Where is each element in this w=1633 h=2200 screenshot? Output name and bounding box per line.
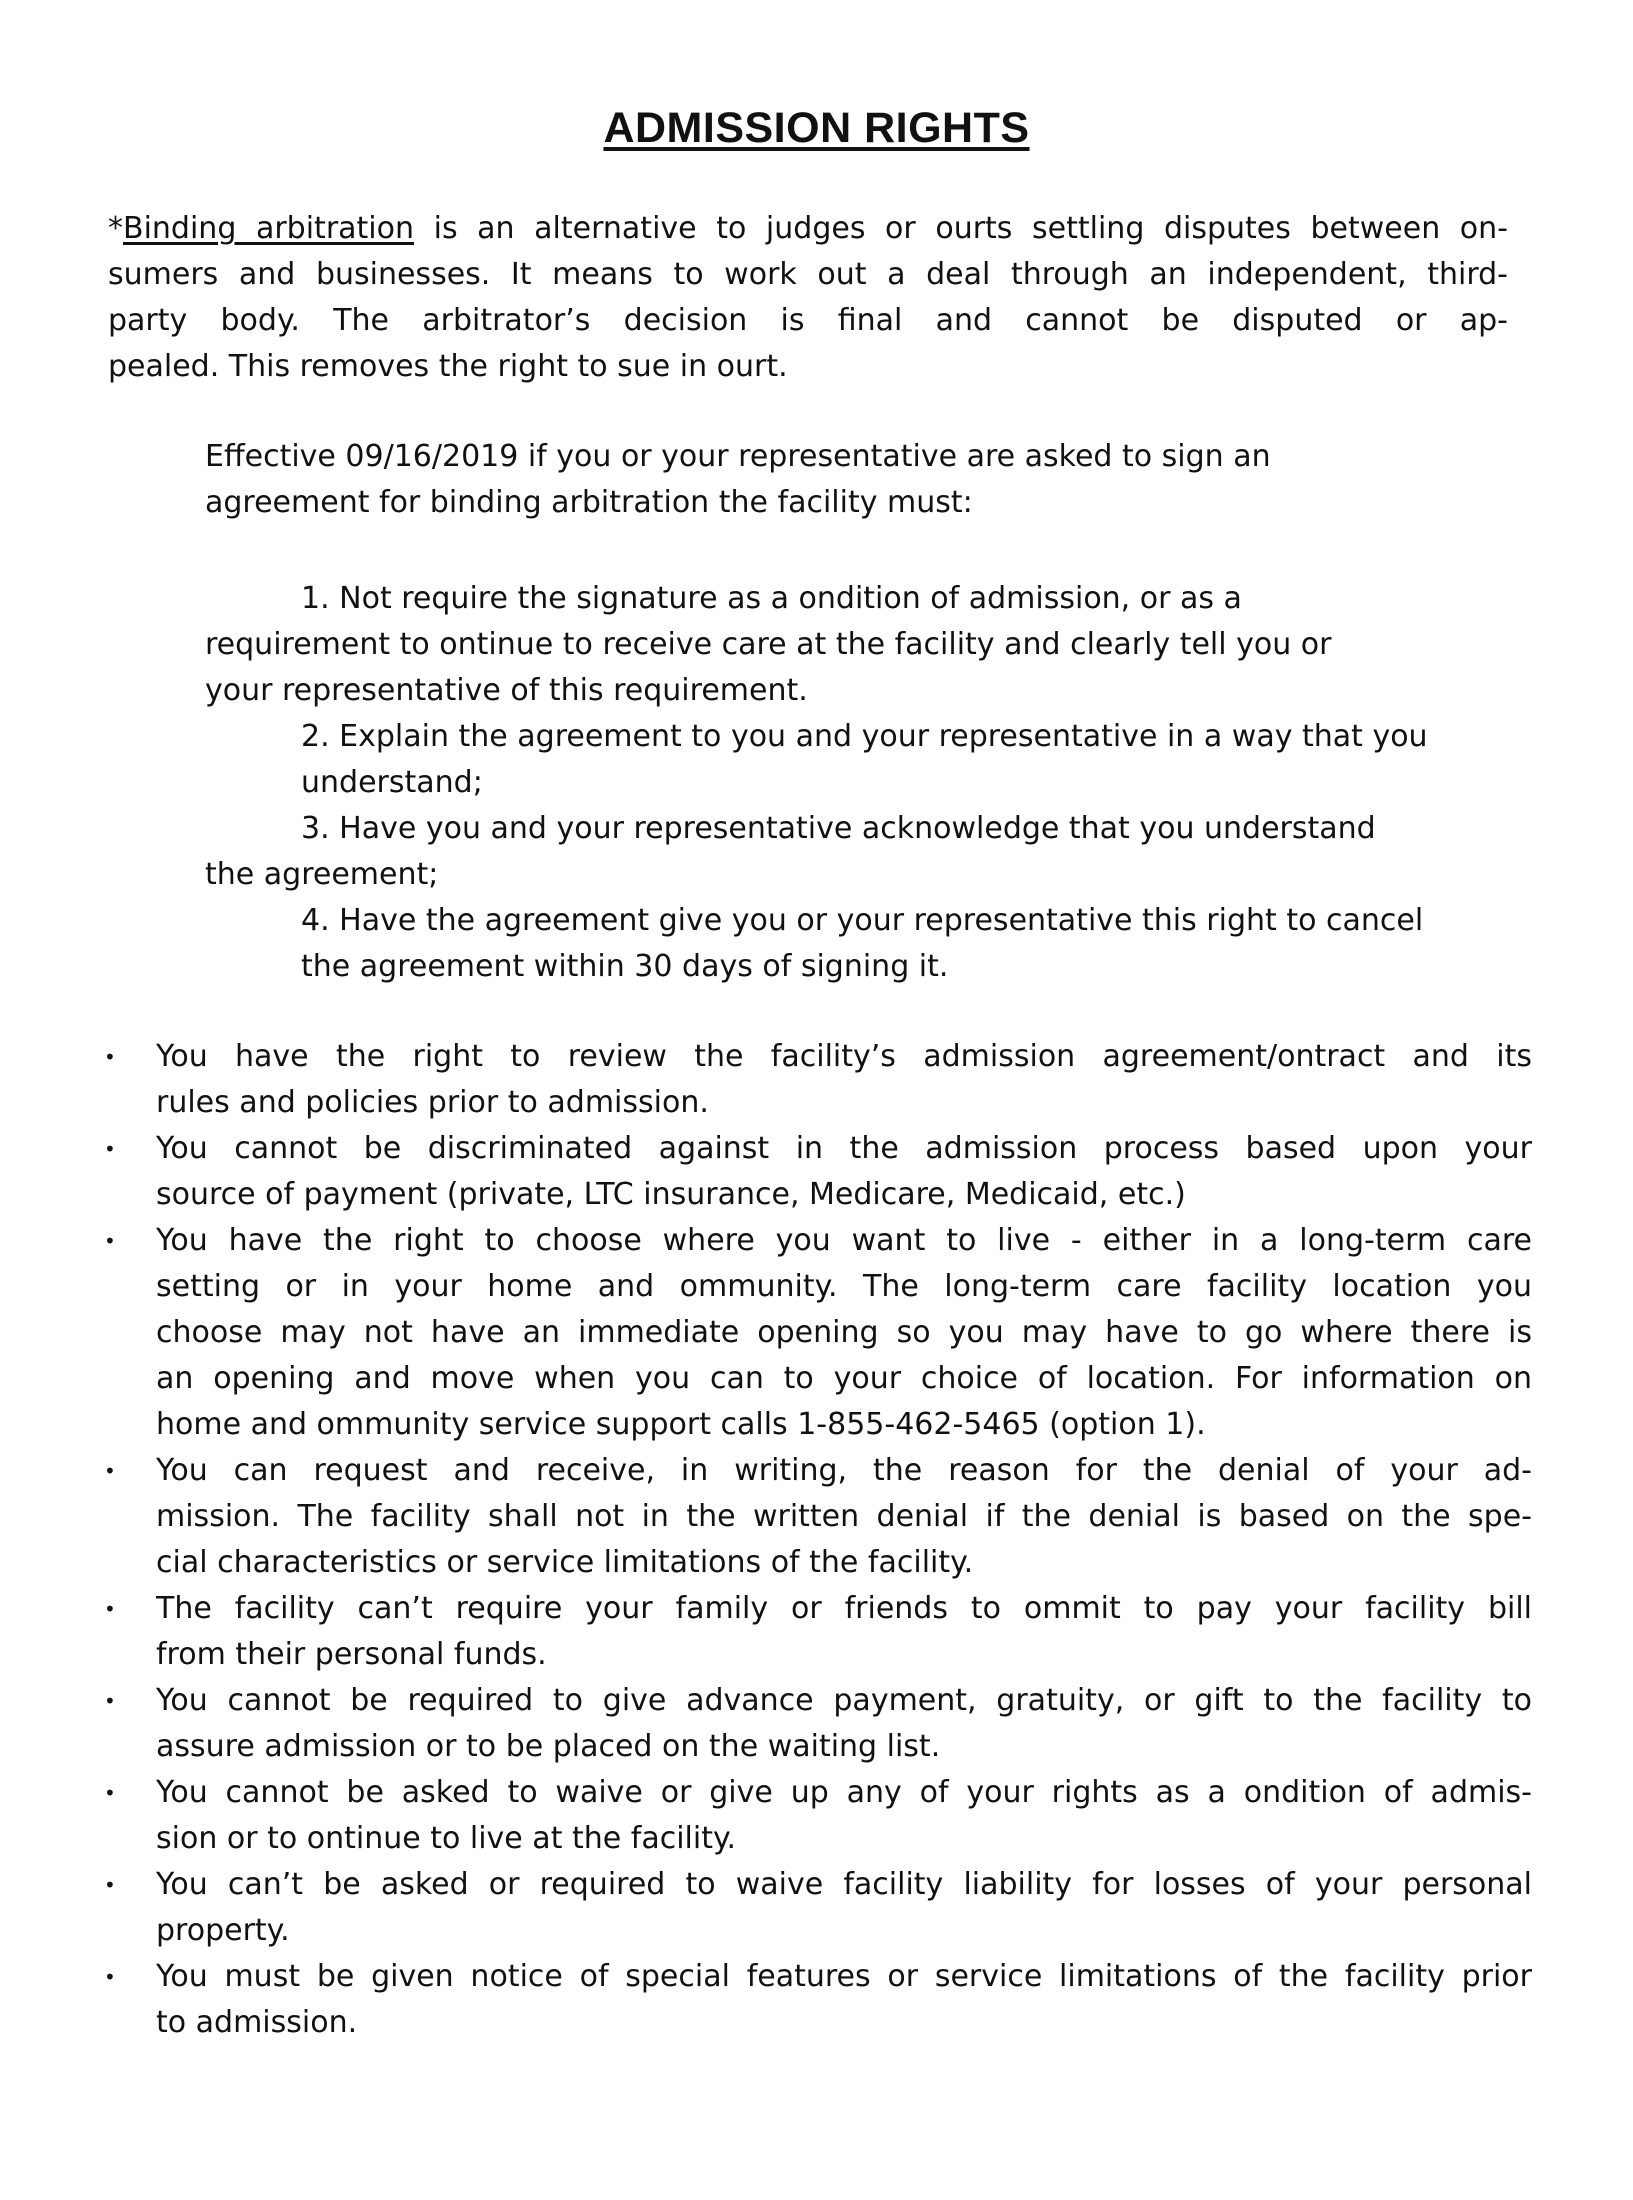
- bullet-icon: •: [104, 1137, 116, 1161]
- bullet-line: The facility can’t require your family or friends to ommit to pay your facility bill: [156, 1591, 1532, 1626]
- admission-rights-bullet-list: [100, 1034, 1532, 2046]
- bullet-line: cial characteristics or service limitations of the facility.: [156, 1545, 974, 1580]
- effective-line: Effective 09/16/2019 if you or your representative are asked to sign an: [205, 439, 1271, 474]
- definition-line: sumers and businesses. It means to work out a deal through an independent, third-: [108, 257, 1508, 292]
- bullet-item: [100, 1586, 1532, 1678]
- bullet-line: You have the right to review the facility’s admission agreement/ontract and its: [156, 1039, 1532, 1074]
- requirement-line: 4. Have the agreement give you or your representative this right to cancel: [301, 903, 1424, 938]
- bullet-item: [100, 1126, 1532, 1218]
- requirement-line: the agreement;: [205, 857, 439, 892]
- bullet-line: You can request and receive, in writing, the reason for the denial of your ad-: [156, 1453, 1532, 1488]
- bullet-line: You must be given notice of special features or service limitations of the facility prior: [156, 1959, 1532, 1994]
- bullet-line: rules and policies prior to admission.: [156, 1085, 709, 1120]
- requirement-line: your representative of this requirement.: [205, 673, 808, 708]
- bullet-line: You cannot be discriminated against in the admission process based upon your: [156, 1131, 1532, 1166]
- page-title: ADMISSION RIGHTS: [603, 104, 1030, 152]
- binding-arbitration-definition: [108, 206, 1508, 390]
- bullet-line: to admission.: [156, 2005, 358, 2040]
- bullet-icon: •: [104, 1597, 116, 1621]
- bullet-line: home and ommunity service support calls 1-855-462-5465 (option 1).: [156, 1407, 1206, 1442]
- definition-line: pealed. This removes the right to sue in ourt.: [108, 349, 788, 384]
- bullet-item: [100, 1954, 1532, 2046]
- requirement-line: requirement to ontinue to receive care at the facility and clearly tell you or: [205, 627, 1332, 662]
- bullet-line: source of payment (private, LTC insurance, Medicare, Medicaid, etc.): [156, 1177, 1186, 1212]
- bullet-item: [100, 1862, 1532, 1954]
- bullet-item: [100, 1448, 1532, 1586]
- bullet-item: [100, 1678, 1532, 1770]
- facility-requirements-list: [205, 576, 1525, 990]
- bullet-line: property.: [156, 1913, 290, 1948]
- requirement-line: understand;: [301, 765, 483, 800]
- bullet-line: from their personal funds.: [156, 1637, 547, 1672]
- bullet-line: setting or in your home and ommunity. The long-term care facility location you: [156, 1269, 1532, 1304]
- bullet-icon: •: [104, 1229, 116, 1253]
- bullet-icon: •: [104, 1459, 116, 1483]
- bullet-line: You can’t be asked or required to waive facility liability for losses of your personal: [156, 1867, 1532, 1902]
- effective-date-paragraph: [205, 434, 1405, 526]
- definition-line: party body. The arbitrator’s decision is final and cannot be disputed or ap-: [108, 303, 1508, 338]
- bullet-line: assure admission or to be placed on the waiting list.: [156, 1729, 941, 1764]
- requirement-line: 3. Have you and your representative acknowledge that you understand: [301, 811, 1376, 846]
- effective-line: agreement for binding arbitration the facility must:: [205, 485, 973, 520]
- bullet-line: sion or to ontinue to live at the facility.: [156, 1821, 736, 1856]
- asterisk: *: [108, 211, 123, 246]
- requirement-line: 2. Explain the agreement to you and your representative in a way that you: [301, 719, 1428, 754]
- bullet-icon: •: [104, 1965, 116, 1989]
- defined-term: Binding arbitration: [123, 211, 415, 246]
- bullet-icon: •: [104, 1689, 116, 1713]
- bullet-item: [100, 1770, 1532, 1862]
- bullet-icon: •: [104, 1873, 116, 1897]
- bullet-line: You cannot be required to give advance payment, gratuity, or gift to the facility to: [156, 1683, 1532, 1718]
- definition-line: *Binding arbitration is an alternative to judges or ourts settling disputes between on-: [108, 211, 1508, 246]
- bullet-line: choose may not have an immediate opening so you may have to go where there is: [156, 1315, 1532, 1350]
- requirement-line: the agreement within 30 days of signing it.: [301, 949, 949, 984]
- requirement-line: 1. Not require the signature as a ondition of admission, or as a: [301, 581, 1242, 616]
- bullet-icon: •: [104, 1045, 116, 1069]
- bullet-line: You have the right to choose where you want to live - either in a long-term care: [156, 1223, 1532, 1258]
- bullet-icon: •: [104, 1781, 116, 1805]
- bullet-line: an opening and move when you can to your choice of location. For information on: [156, 1361, 1532, 1396]
- bullet-item: [100, 1034, 1532, 1126]
- bullet-line: You cannot be asked to waive or give up any of your rights as a ondition of admis-: [156, 1775, 1532, 1810]
- bullet-line: mission. The facility shall not in the written denial if the denial is based on the spe-: [156, 1499, 1532, 1534]
- bullet-item: [100, 1218, 1532, 1448]
